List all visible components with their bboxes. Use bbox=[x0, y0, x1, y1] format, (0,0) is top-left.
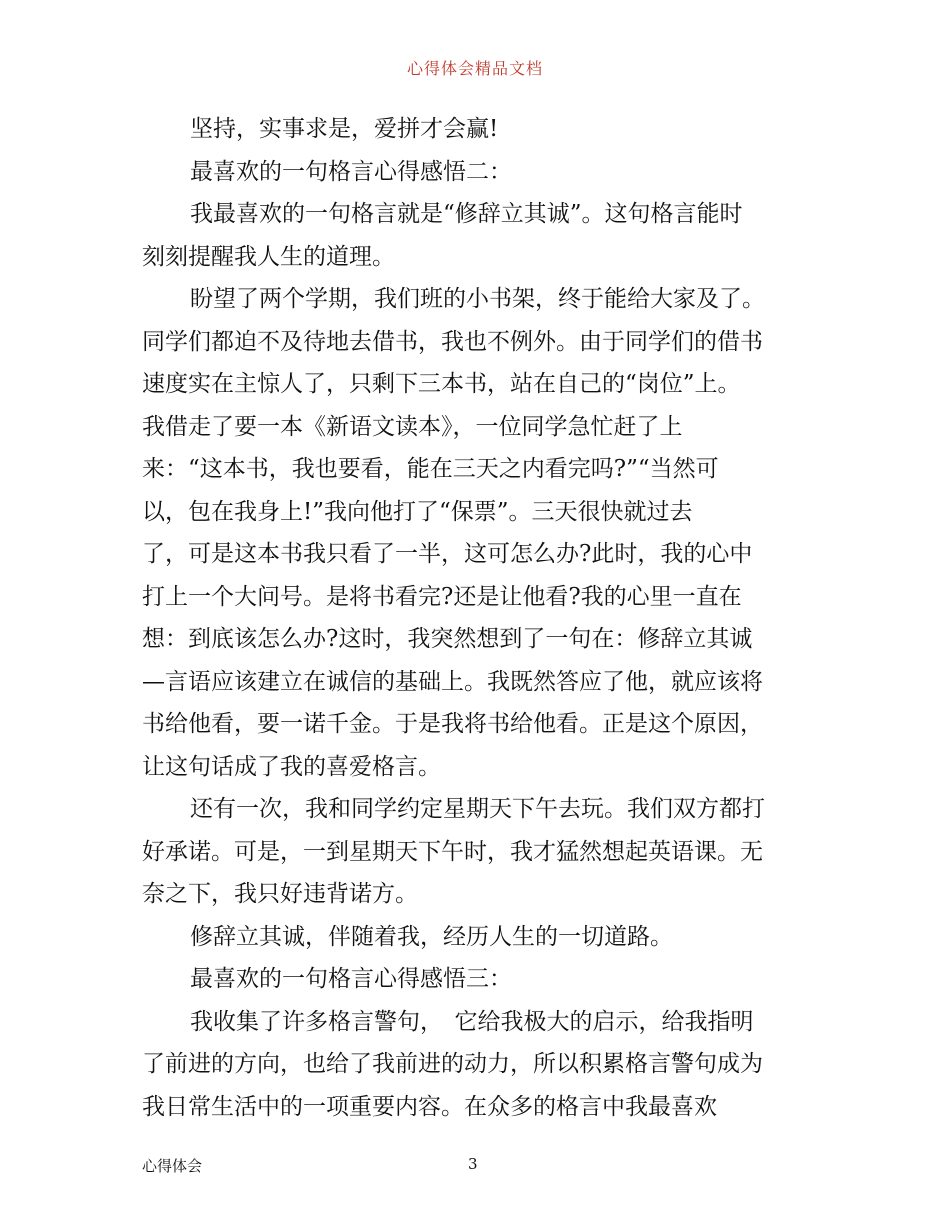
text-line: 打上一个大问号。是将书看完?还是让他看?我的心里一直在 bbox=[142, 583, 742, 610]
text-line: 我收集了许多格言警句， 它给我极大的启示，给我指明 bbox=[190, 1008, 754, 1035]
text-line: 我最喜欢的一句格言就是“修辞立其诚”。这句格言能时 bbox=[190, 201, 743, 227]
text-line: 了前进的方向，也给了我前进的动力，所以积累格言警句成为 bbox=[142, 1051, 763, 1077]
text-line: —言语应该建立在诚信的基础上。我既然答应了他，就应该将 bbox=[142, 668, 763, 695]
text-line: 了，可是这本书我只看了一半，这可怎么办?此时，我的心中 bbox=[142, 541, 753, 567]
page-number: 3 bbox=[468, 1155, 478, 1173]
text-line: 好承诺。可是，一到星期天下午时，我才猛然想起英语课。无 bbox=[142, 838, 763, 865]
text-line: 奈之下，我只好违背诺方。 bbox=[142, 881, 418, 907]
section-heading: 最喜欢的一句格言心得感悟三： bbox=[190, 966, 512, 992]
document-body bbox=[142, 108, 822, 1128]
text-line: 坚持，实事求是，爱拼才会赢! bbox=[190, 116, 499, 142]
section-heading: 最喜欢的一句格言心得感悟二： bbox=[190, 158, 512, 185]
text-line: 刻刻提醒我人生的道理。 bbox=[142, 243, 395, 270]
text-line: 修辞立其诚，伴随着我，经历人生的一切道路。 bbox=[190, 923, 673, 950]
text-line: 书给他看，要一诺千金。于是我将书给他看。正是这个原因， bbox=[142, 711, 763, 737]
text-line: 同学们都迫不及待地去借书，我也不例外。由于同学们的借书 bbox=[142, 328, 763, 355]
text-line: 来：“这本书，我也要看，能在三天之内看完吗?”“当然可 bbox=[142, 456, 719, 482]
text-line: 还有一次，我和同学约定星期天下午去玩。我们双方都打 bbox=[190, 796, 765, 822]
text-line: 我借走了要一本《新语文读本》，一位同学急忙赶了上 bbox=[142, 413, 683, 440]
text-line: 盼望了两个学期，我们班的小书架，终于能给大家及了。 bbox=[190, 286, 765, 312]
text-line: 让这句话成了我的喜爱格言。 bbox=[142, 753, 441, 780]
text-line: 以，包在我身上!”我向他打了“保票”。三天很快就过去 bbox=[142, 498, 693, 525]
text-line: 想：到底该怎么办?这时，我突然想到了一句在：修辞立其诚 bbox=[142, 626, 753, 652]
footer-label: 心得体会 bbox=[142, 1157, 203, 1175]
page-header-title: 心得体会精品文档 bbox=[406, 59, 543, 78]
text-line: 我日常生活中的一项重要内容。在众多的格言中我最喜欢 bbox=[142, 1093, 717, 1120]
text-line: 速度实在主惊人了，只剩下三本书，站在自己的“岗位”上。 bbox=[142, 371, 741, 397]
